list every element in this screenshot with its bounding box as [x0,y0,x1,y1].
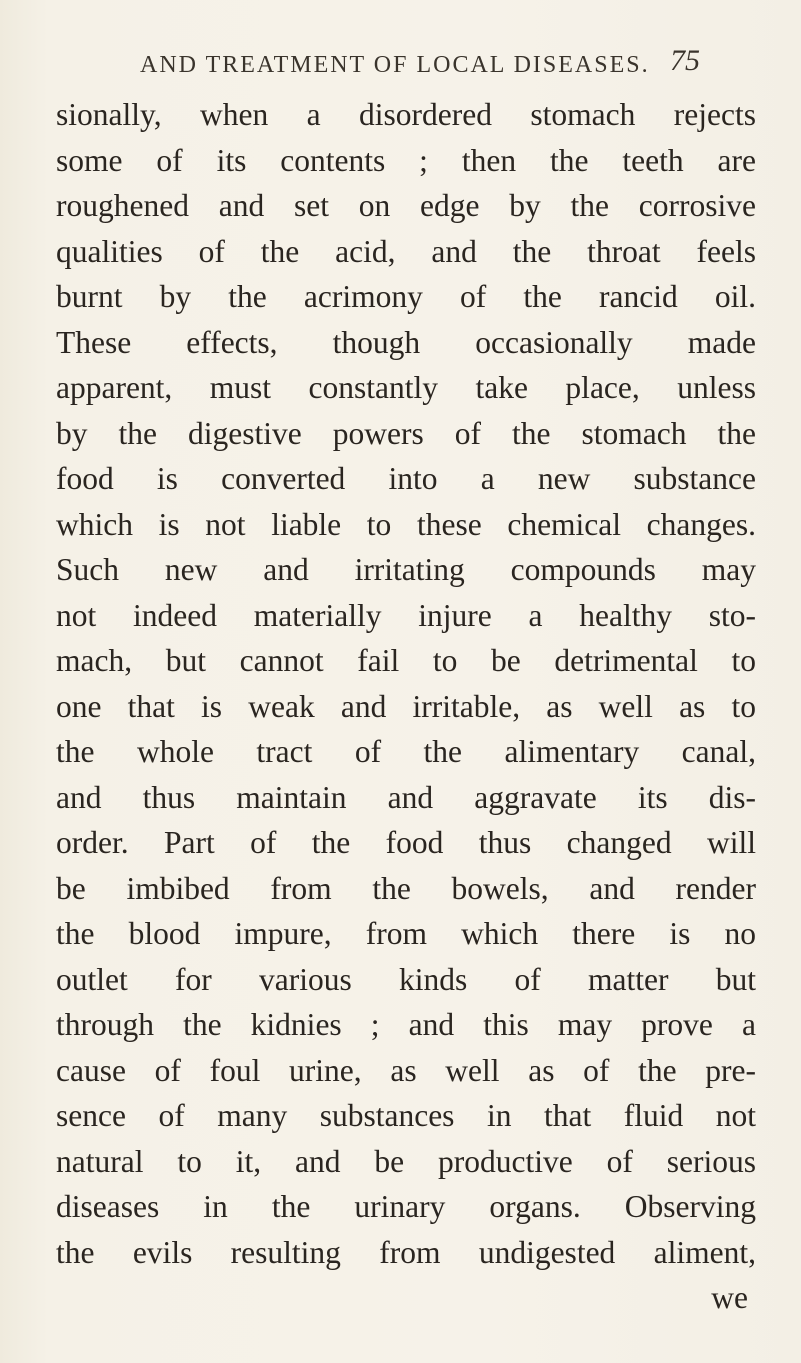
text-line: Such new and irritating compounds may [56,552,756,587]
body-text [56,92,756,1321]
text-line: natural to it, and be productive of serious [56,1143,756,1179]
text-line: These effects, though occasionally made [56,324,756,360]
text-line: cause of foul urine, as well as of the pre- [56,1052,756,1088]
text-line: outlet for various kinds of matter but [56,961,756,997]
text-line: be imbibed from the bowels, and render [56,870,756,906]
running-title: AND TREATMENT OF LOCAL DISEASES. [140,52,650,78]
text-line: the whole tract of the alimentary canal, [56,734,756,769]
page-number: 75 [670,44,700,77]
text-line: and thus maintain and aggravate its dis- [56,779,756,815]
text-line: one that is weak and irritable, as well as to [56,688,756,724]
text-line: some of its contents ; then the teeth are [56,142,756,178]
text-line: not indeed materially injure a healthy sto- [56,597,756,633]
text-line: food is converted into a new substance [56,461,756,496]
text-line: roughened and set on edge by the corrosive [56,188,756,223]
text-line: which is not liable to these chemical changes. [56,506,756,542]
text-line: the blood impure, from which there is no [56,916,756,951]
text-line: order. Part of the food thus changed will [56,825,756,860]
text-line: sence of many substances in that fluid not [56,1098,756,1133]
catchword: we [711,1280,748,1315]
text-line: apparent, must constantly take place, unless [56,370,756,405]
text-line: through the kidnies ; and this may prove a [56,1007,756,1042]
text-line: sionally, when a disordered stomach rejects [56,97,756,132]
text-line: the evils resulting from undigested aliment, [56,1234,756,1270]
running-head [140,44,700,84]
text-line: mach, but cannot fail to be detrimental to [56,643,756,678]
text-line: qualities of the acid, and the throat feels [56,233,756,269]
text-line: burnt by the acrimony of the rancid oil. [56,279,756,314]
text-line: diseases in the urinary organs. Observing [56,1189,756,1224]
text-line: by the digestive powers of the stomach the [56,415,756,451]
